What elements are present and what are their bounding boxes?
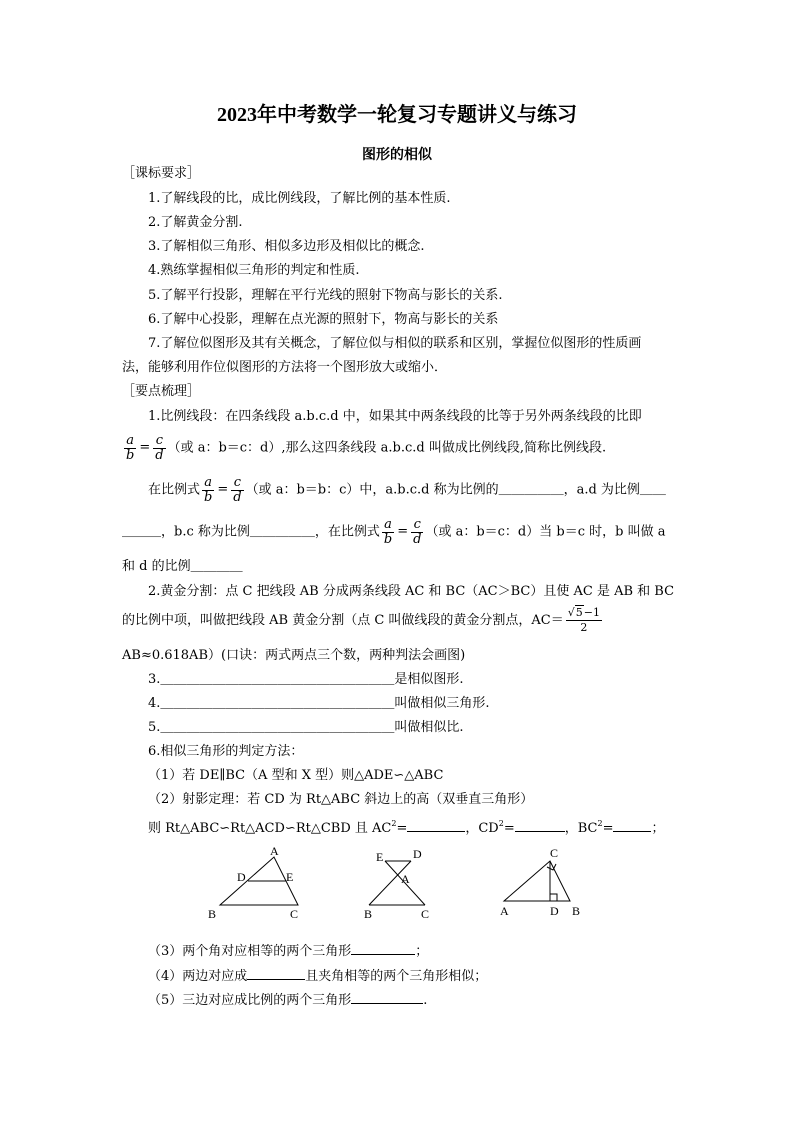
requirement-item: 3.了解相似三角形、相似多边形及相似比的概念. xyxy=(148,239,425,254)
label-b: B xyxy=(364,907,373,921)
fraction-a-over-b: $\frac{a}{b}$ xyxy=(204,474,213,505)
fraction-c-over-d: $\frac{c}{d}$ xyxy=(233,474,242,505)
answer-blank[interactable] xyxy=(351,942,415,955)
label-d: D xyxy=(237,870,246,884)
label-c: C xyxy=(421,907,430,921)
fraction-a-over-b: $\frac{a}{b}$ xyxy=(383,516,393,547)
list-heading: 6.相似三角形的判定方法： xyxy=(148,744,304,759)
page-title: 2023年中考数学一轮复习专题讲义与练习 xyxy=(217,104,577,126)
paragraph-line-with-fraction: 在比例式 $\frac{a}{b}$ = $\frac{c}{d}$ （或 a：b＝b：c）中，a.b.c.d 称为比例的＿＿＿＿＿，a.d 为比例＿＿ xyxy=(148,474,666,505)
fill-in-item: 5.＿＿＿＿＿＿＿＿＿＿＿＿＿＿＿＿＿＿叫做相似比. xyxy=(148,720,464,735)
label-d: D xyxy=(413,847,422,861)
answer-blank[interactable] xyxy=(613,819,651,832)
fraction-c-over-d: $\frac{c}{d}$ xyxy=(155,432,164,463)
figure-right-triangle-altitude xyxy=(488,843,598,923)
figure-a-type-triangle xyxy=(200,843,320,923)
answer-blank[interactable] xyxy=(515,819,565,832)
triangle-abc xyxy=(504,861,570,901)
criterion-item: （3）两个角对应相等的两个三角形 ； xyxy=(148,944,429,959)
label-b: B xyxy=(208,907,217,921)
right-angle-mark xyxy=(550,894,557,901)
section-heading-key-points: ［要点梳理］ xyxy=(122,384,201,399)
requirement-item: 4.熟练掌握相似三角形的判定和性质. xyxy=(148,263,360,278)
requirement-item: 1.了解线段的比，成比例线段，了解比例的基本性质. xyxy=(148,191,451,206)
paragraph-line: 1.比例线段：在四条线段 a.b.c.d 中，如果其中两条线段的比等于另外两条线段的比即 xyxy=(148,409,642,424)
label-a: A xyxy=(270,844,279,858)
page-subtitle: 图形的相似 xyxy=(362,147,432,163)
requirement-item: 法，能够利用作位似图形的方法将一个图形放大或缩小． xyxy=(122,360,448,375)
criterion-item: （5）三边对应成比例的两个三角形 . xyxy=(148,993,428,1008)
answer-blank[interactable] xyxy=(247,967,305,980)
section-heading-requirements: ［课标要求］ xyxy=(122,166,201,181)
requirement-item: 7.了解位似图形及其有关概念，了解位似与相似的联系和区别，掌握位似图形的性质画 xyxy=(148,336,642,351)
paragraph-line: 和 d 的比例＿＿＿＿ xyxy=(122,559,243,574)
answer-blank[interactable] xyxy=(351,991,423,1004)
label-c: C xyxy=(550,846,559,860)
label-c: C xyxy=(290,907,299,921)
label-d: D xyxy=(550,904,559,918)
fraction-c-over-d: $\frac{c}{d}$ xyxy=(413,516,422,547)
fill-in-item: 3.＿＿＿＿＿＿＿＿＿＿＿＿＿＿＿＿＿＿是相似图形. xyxy=(148,672,464,687)
answer-blank[interactable] xyxy=(407,819,465,832)
label-e: E xyxy=(286,870,294,884)
fill-in-item: 4.＿＿＿＿＿＿＿＿＿＿＿＿＿＿＿＿＿＿叫做相似三角形. xyxy=(148,696,490,711)
label-b: B xyxy=(572,904,581,918)
golden-ratio-fraction: $\frac{√5-1}{2}$ xyxy=(567,606,600,634)
requirement-item: 5.了解平行投影，理解在平行光线的照射下物高与影长的关系. xyxy=(148,288,503,303)
paragraph-line: 2.黄金分割：点 C 把线段 AB 分成两条线段 AC 和 BC（AC＞BC）且使 AC 是 AB 和 BC xyxy=(148,584,675,599)
requirement-item: 6.了解中心投影，理解在点光源的照射下，物高与影长的关系 xyxy=(148,312,499,327)
paragraph-line-with-fraction: ＿＿＿，b.c 称为比例＿＿＿＿＿，在比例式 $\frac{a}{b}$ = $\frac{c}{d}$ （或 a：b＝c：d）当 b＝c 时，b 叫做 a xyxy=(122,516,666,547)
fraction-a-over-b: $\frac{a}{b}$ xyxy=(126,432,135,463)
criterion-item: （4）两边对应成 且夹角相等的两个三角形相似； xyxy=(148,969,488,984)
figure-x-type-triangles xyxy=(355,843,445,923)
label-a: A xyxy=(401,872,410,886)
label-a: A xyxy=(500,904,509,918)
paragraph-line: AB≈0.618AB）(口诀：两式两点三个数，两种判法会画图) xyxy=(122,648,466,663)
label-e: E xyxy=(376,850,384,864)
criterion-item: （1）若 DE∥BC（A 型和 X 型）则△ADE∽△ABC xyxy=(148,768,444,783)
criterion-item: （2）射影定理：若 CD 为 Rt△ABC 斜边上的高（双垂直三角形） xyxy=(148,792,534,807)
requirement-item: 2.了解黄金分割. xyxy=(148,215,243,230)
paragraph-line-with-fraction: $\frac{a}{b}$ = $\frac{c}{d}$ （或 a：b＝c：d）,那么这四条线段 a.b.c.d 叫做成比例线段,简称比例线段. xyxy=(126,432,607,463)
projection-theorem-line: 则 Rt△ABC∽Rt△ACD∽Rt△CBD 且 $AC^2=$ ，$CD^2=$ ，$BC^2=$ ； xyxy=(148,819,665,836)
paragraph-line-with-root: 的比例中项，叫做把线段 AB 黄金分割（点 C 叫做线段的黄金分割点，AC＝ $\frac{√5-1}{2}$ xyxy=(122,606,600,634)
